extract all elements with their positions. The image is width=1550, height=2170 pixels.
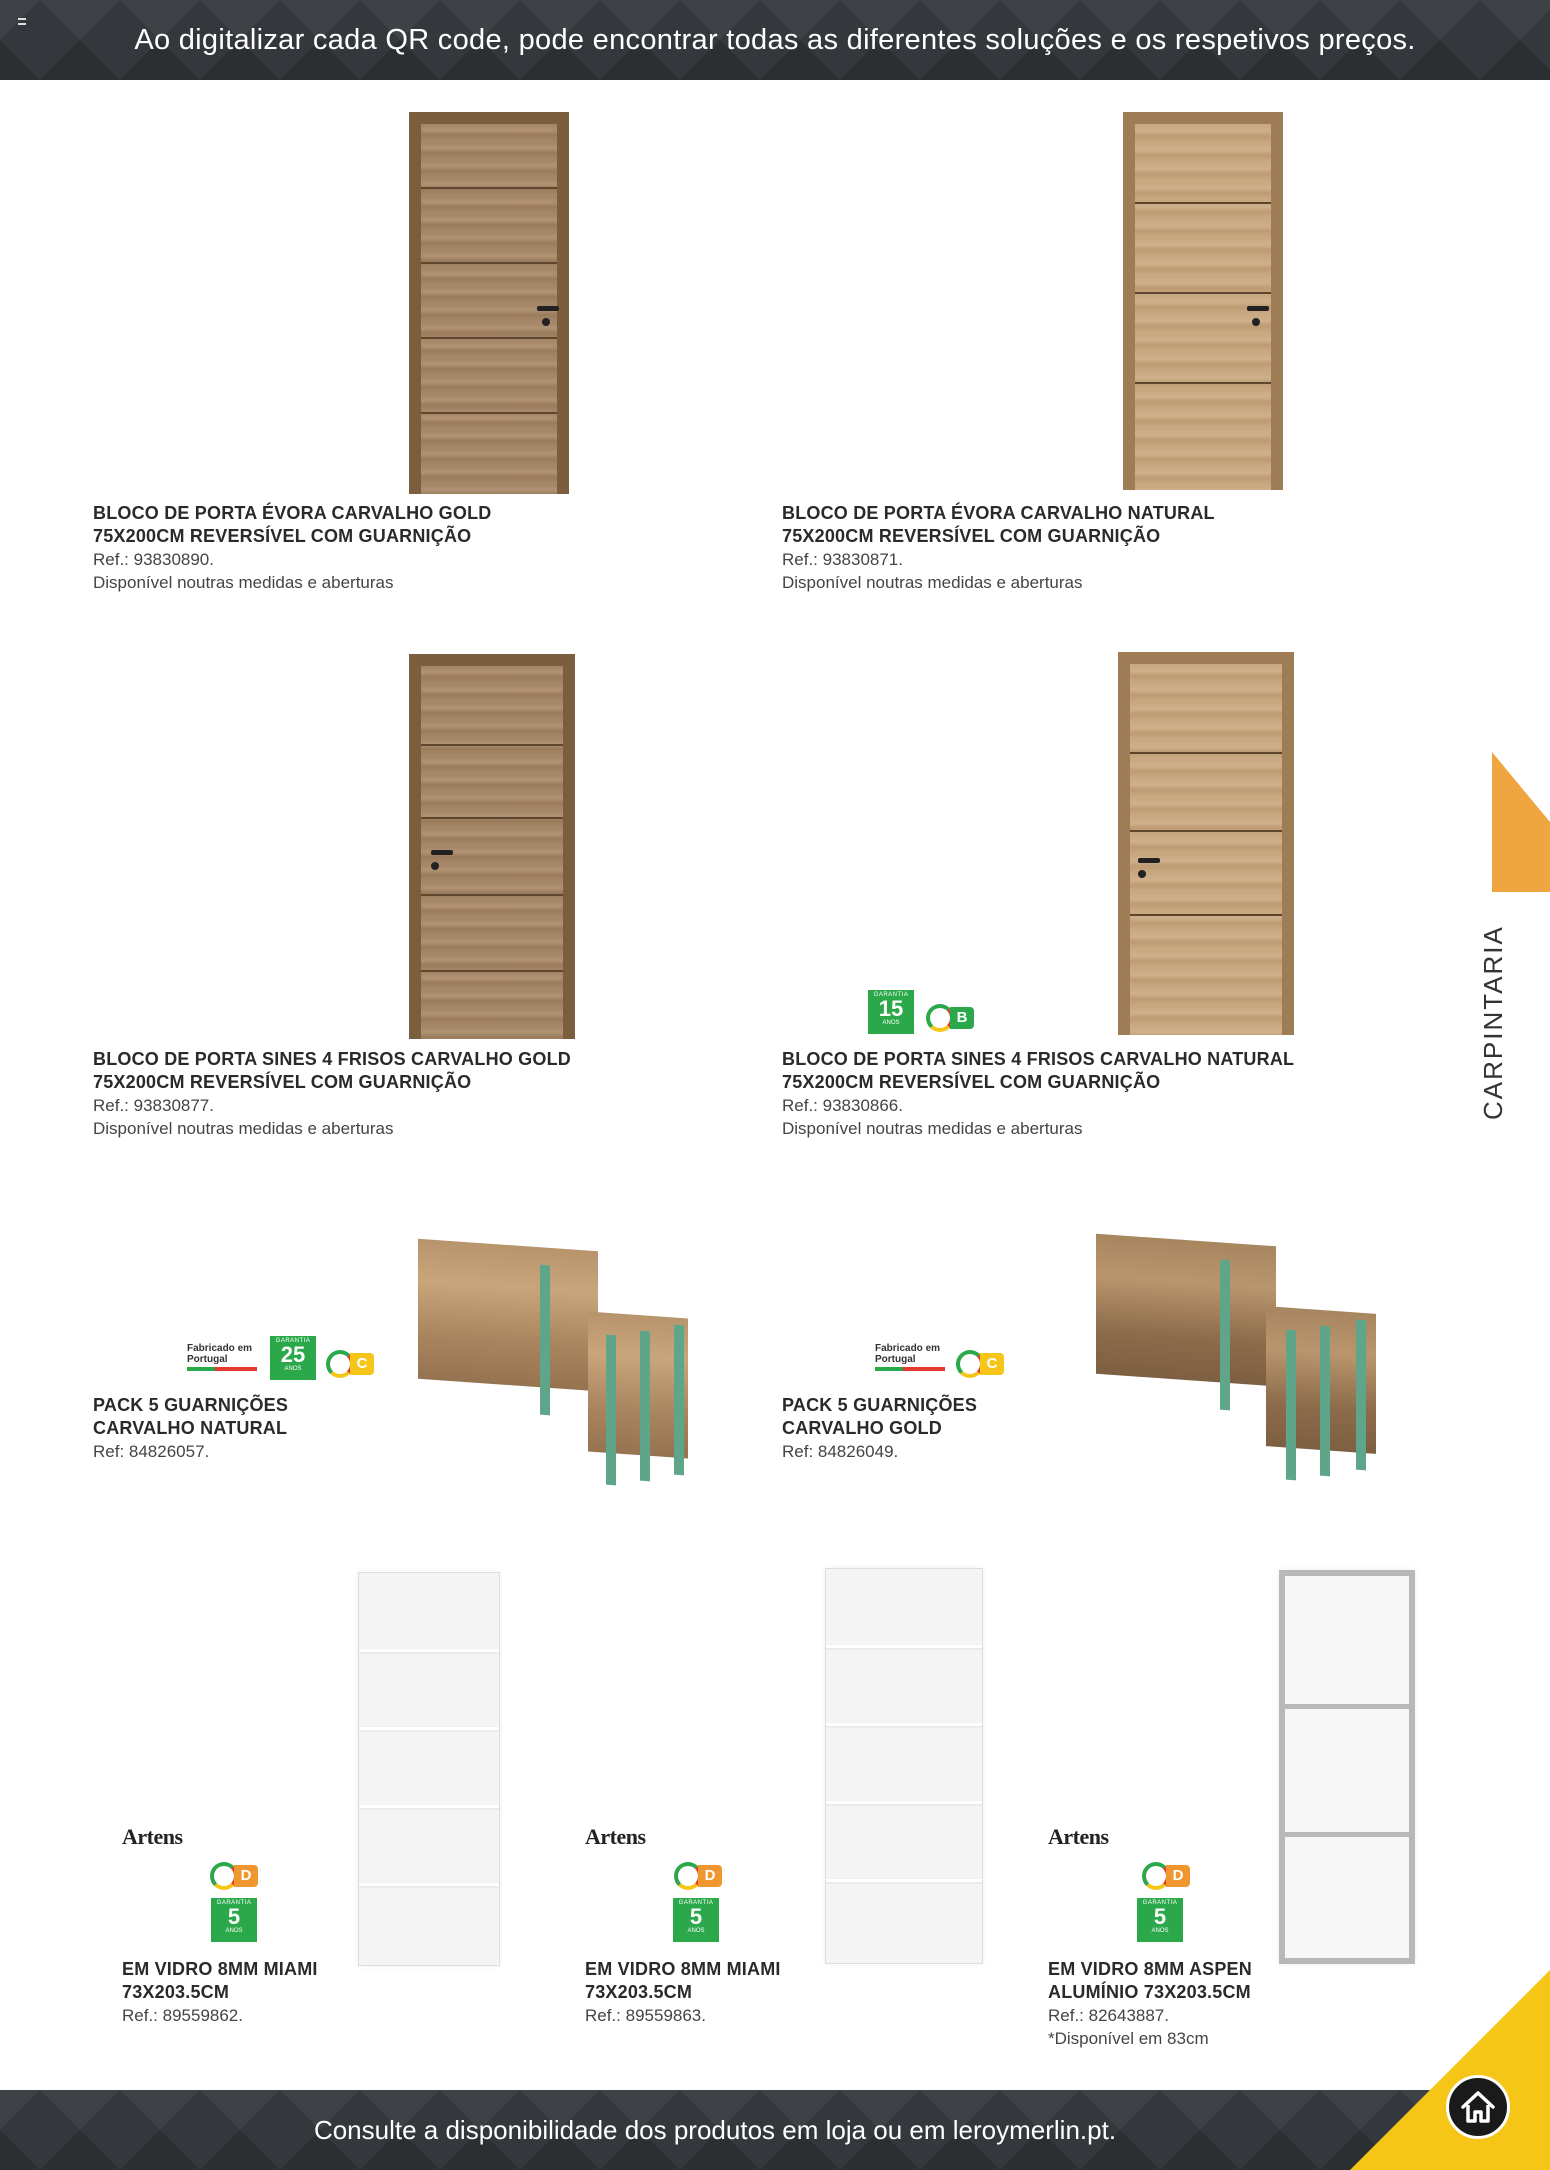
product-caption: BLOCO DE PORTA SINES 4 FRISOS CARVALHO GOLD 75X200CM REVERSÍVEL COM GUARNIÇÃO Ref.: 93830877. Disponível noutras medidas e aberturas (93, 1049, 571, 1138)
energy-class-badge: C (326, 1350, 374, 1378)
warranty-badge: GARANTIA 5 ANOS (211, 1898, 257, 1942)
section-tab[interactable] (1492, 752, 1550, 892)
energy-class-badge: B (926, 1004, 974, 1032)
product-caption: EM VIDRO 8MM ASPEN ALUMÍNIO 73X203.5CM Ref.: 82643887. *Disponível em 83cm (1048, 1959, 1252, 2048)
door-evora-gold-image (409, 112, 569, 494)
bottom-banner (0, 2090, 1550, 2170)
glass-miami-image (358, 1572, 500, 1966)
made-in-portugal-label: Fabricado em Portugal (187, 1343, 257, 1371)
trim-gold-image (1096, 1240, 1396, 1470)
footer-text: Consulte a disponibilidade dos produtos em loja ou em leroymerlin.pt. (313, 2114, 1117, 2145)
product-caption: PACK 5 GUARNIÇÕES CARVALHO GOLD Ref: 84826049. (782, 1395, 978, 1461)
door-sines-natural-image (1118, 652, 1294, 1035)
brand-logo: Artens (122, 1824, 183, 1849)
product-caption: BLOCO DE PORTA ÉVORA CARVALHO GOLD 75X200CM REVERSÍVEL COM GUARNIÇÃO Ref.: 93830890. Disponível noutras medidas e aberturas (93, 503, 492, 592)
section-label: CARPINTARIA (1478, 925, 1508, 1120)
product-caption: BLOCO DE PORTA ÉVORA CARVALHO NATURAL 75X200CM REVERSÍVEL COM GUARNIÇÃO Ref.: 93830871. Disponível noutras medidas e aberturas (782, 503, 1215, 592)
trim-natural-image (418, 1245, 718, 1475)
energy-class-badge: D (674, 1862, 722, 1890)
warranty-badge: GARANTIA 15 ANOS (868, 990, 914, 1034)
glass-aspen-image (1279, 1570, 1415, 1964)
header-text: Ao digitalizar cada QR code, pode encontrar todas as diferentes soluções e os respetivos preços. (134, 23, 1416, 56)
product-caption: PACK 5 GUARNIÇÕES CARVALHO NATURAL Ref: 84826057. (93, 1395, 289, 1461)
home-button[interactable] (1446, 2075, 1510, 2139)
warranty-badge: GARANTIA 5 ANOS (1137, 1898, 1183, 1942)
brand-logo: Artens (1048, 1824, 1109, 1849)
product-caption: EM VIDRO 8MM MIAMI 73X203.5CM Ref.: 89559862. (122, 1959, 318, 2025)
energy-class-badge: D (1142, 1862, 1190, 1890)
glass-miami-image (825, 1568, 983, 1964)
energy-class-badge: C (956, 1350, 1004, 1378)
product-caption: BLOCO DE PORTA SINES 4 FRISOS CARVALHO NATURAL 75X200CM REVERSÍVEL COM GUARNIÇÃO Ref.: 93830866. Disponível noutras medidas e aberturas (782, 1049, 1295, 1138)
warranty-badge: GARANTIA 25 ANOS (270, 1336, 316, 1380)
brand-logo: Artens (585, 1824, 646, 1849)
door-evora-natural-image (1123, 112, 1283, 490)
corner-decoration (1350, 1970, 1550, 2170)
made-in-portugal-label: Fabricado em Portugal (875, 1343, 945, 1371)
product-caption: EM VIDRO 8MM MIAMI 73X203.5CM Ref.: 89559863. (585, 1959, 781, 2025)
home-icon (1459, 2088, 1497, 2126)
warranty-badge: GARANTIA 5 ANOS (673, 1898, 719, 1942)
energy-class-badge: D (210, 1862, 258, 1890)
door-sines-gold-image (409, 654, 575, 1039)
menu-icon[interactable] (18, 18, 26, 25)
top-banner (0, 0, 1550, 80)
